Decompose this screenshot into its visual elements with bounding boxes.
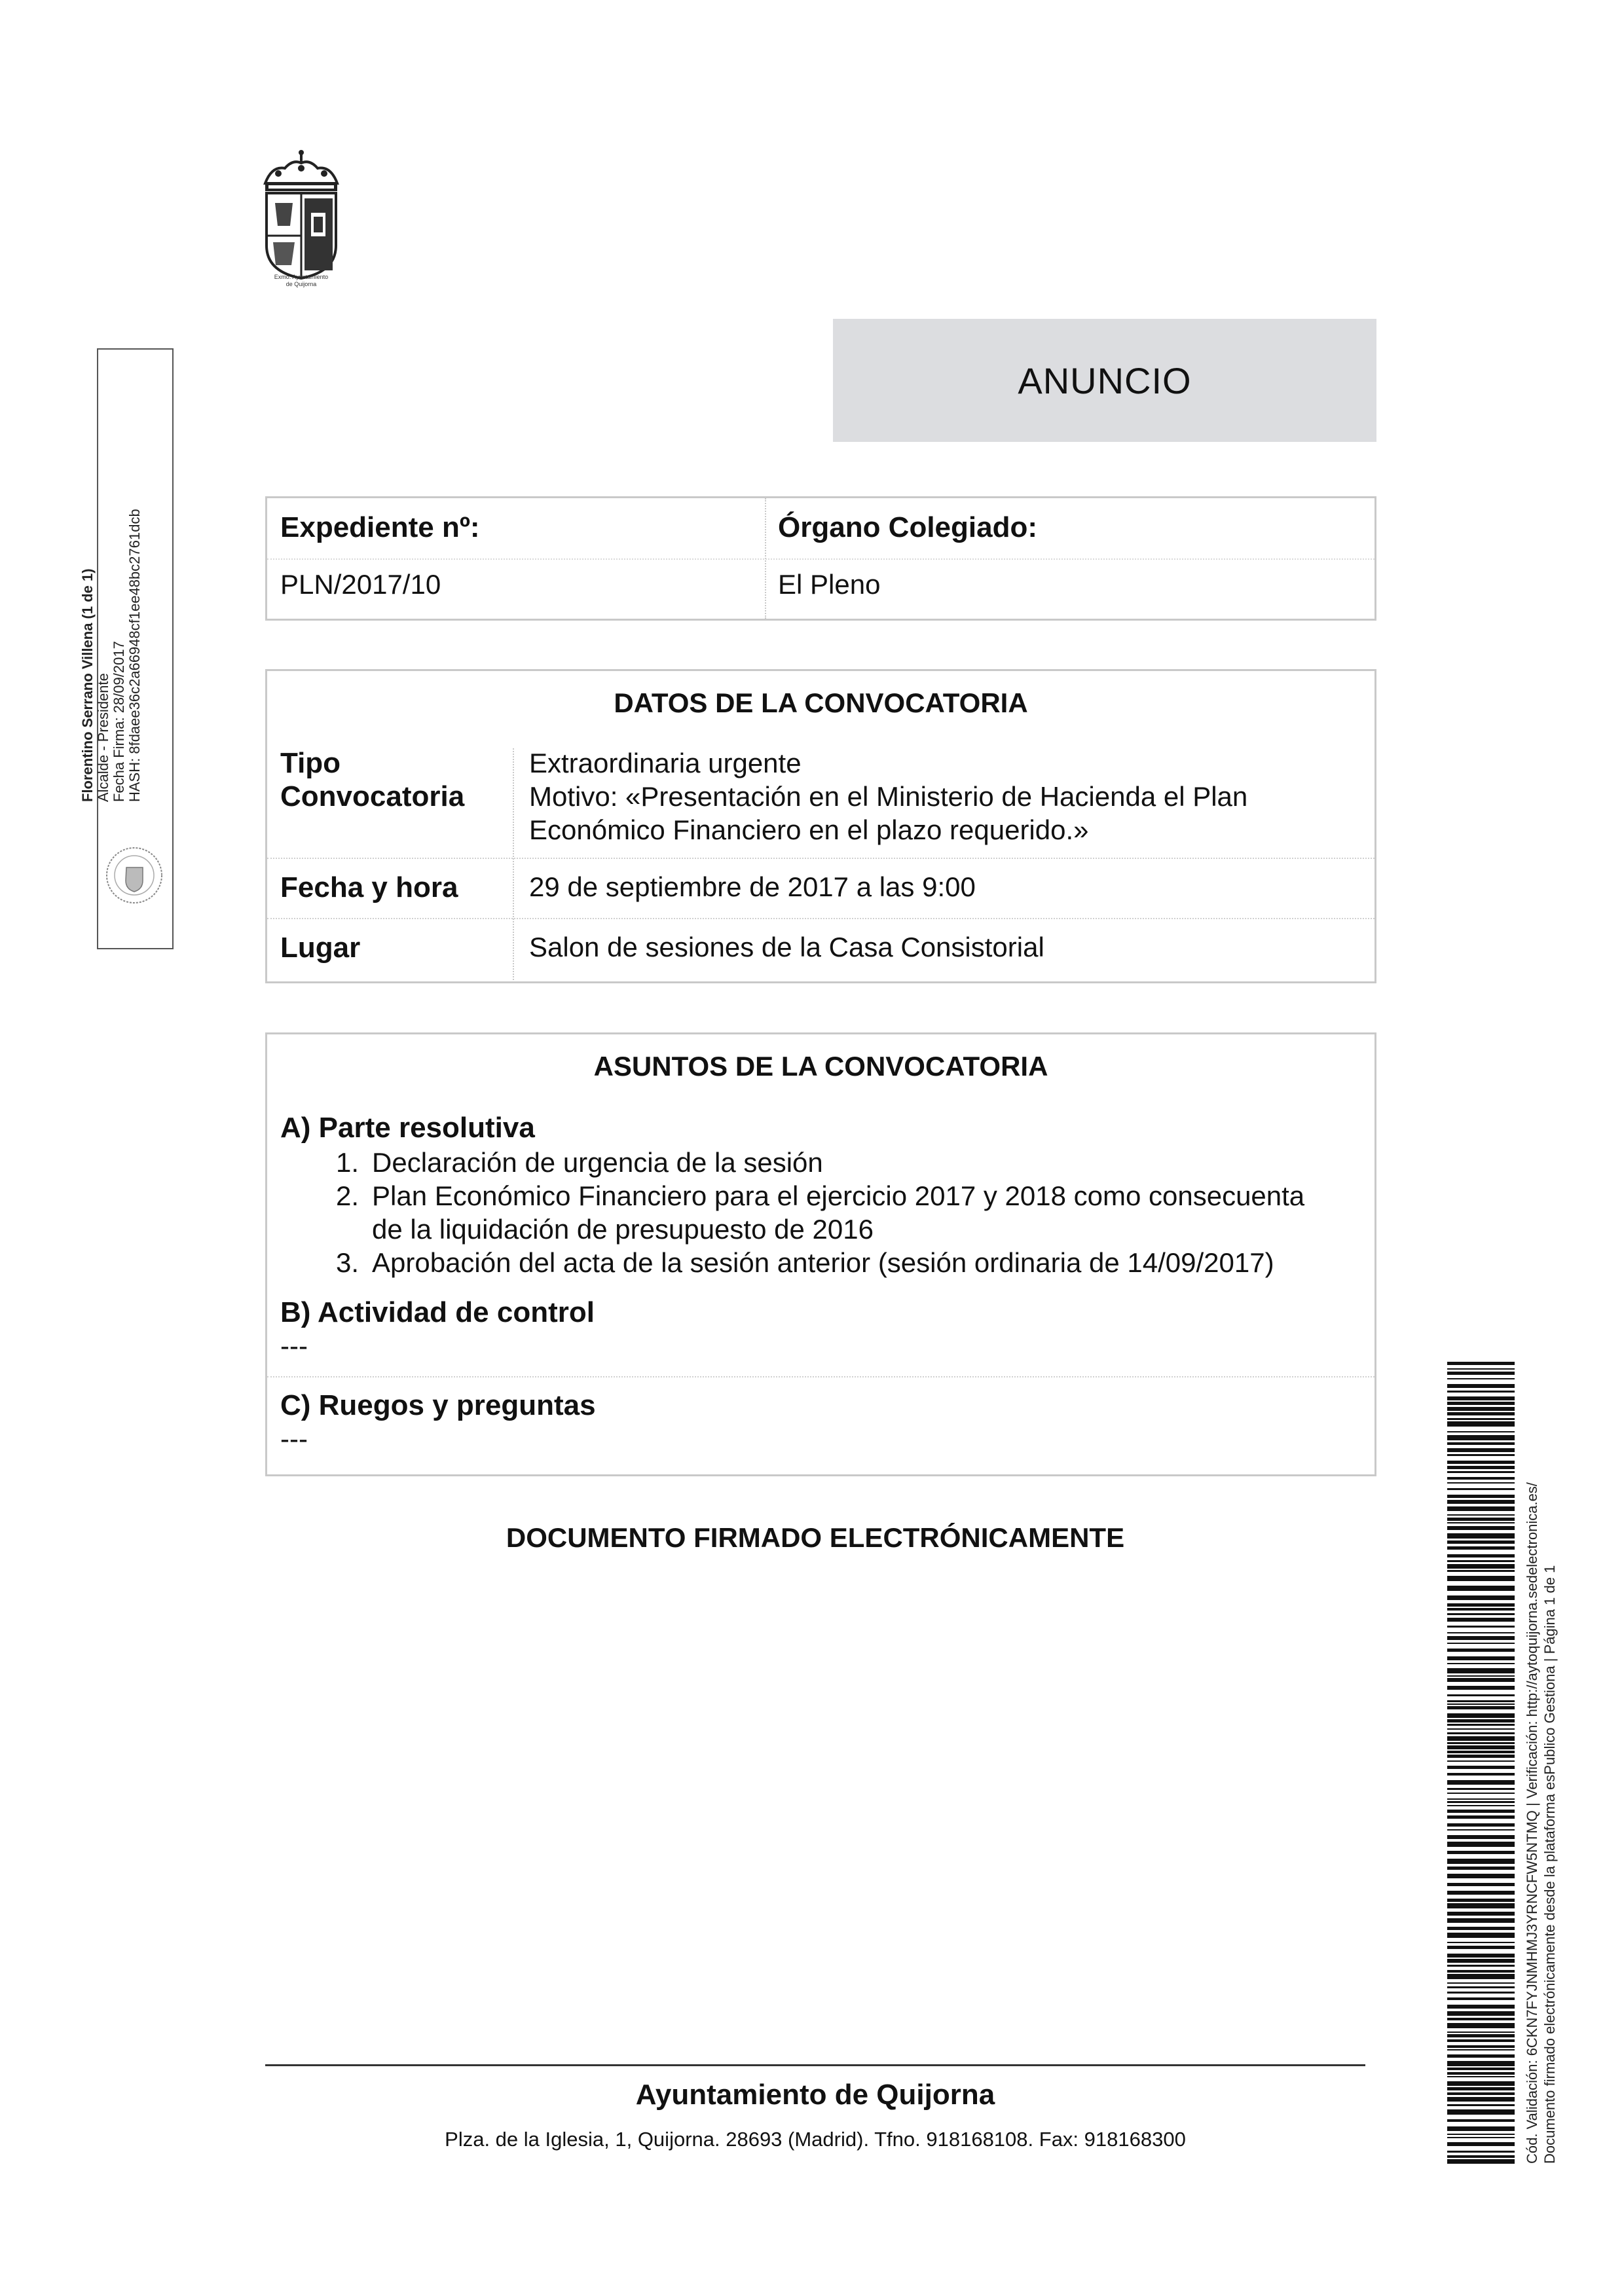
barcode-bar [1447, 1745, 1515, 1749]
expediente-label: Expediente nº: [280, 511, 480, 543]
barcode-bar [1447, 1959, 1515, 1963]
tipo-value-block [529, 746, 1247, 847]
barcode-bar [1447, 1986, 1515, 1988]
barcode-bar [1447, 1992, 1515, 1994]
footer-address: Plza. de la Iglesia, 1, Quijorna. 28693 (Madrid). Tfno. 918168108. Fax: 918168300 [445, 2128, 1186, 2151]
validation-platform: Documento firmado electrónicamente desde la plataforma esPublico Gestiona | Página 1 de 1 [1541, 1565, 1558, 2164]
list-item: 2. Plan Económico Financiero para el ejercicio 2017 y 2018 como consecuenta de la liquidación de presupuesto de 2016 [336, 1180, 1305, 1245]
barcode-bar [1447, 1391, 1515, 1393]
barcode-bar [1447, 2119, 1515, 2122]
barcode-bar [1447, 1643, 1515, 1644]
barcode-bar [1447, 1810, 1515, 1813]
barcode-bar [1447, 1518, 1515, 1521]
barcode-bar [1447, 2005, 1515, 2009]
barcode-bar [1447, 1448, 1515, 1452]
section-a-heading: A) Parte resolutiva [280, 1112, 535, 1144]
barcode-bar [1447, 1608, 1515, 1611]
barcode-bar [1447, 1694, 1515, 1696]
asuntos-convocatoria-table [265, 1032, 1376, 1476]
barcode-bar [1447, 1874, 1515, 1878]
barcode-bar [1447, 1899, 1515, 1902]
barcode-bar [1447, 2092, 1515, 2095]
barcode-bar [1447, 1728, 1515, 1730]
barcode-bar [1447, 1595, 1515, 1600]
barcode-bar [1447, 2109, 1515, 2115]
barcode-bar [1447, 2049, 1515, 2050]
barcode-bar [1447, 2054, 1515, 2058]
tipo-label-line1: Tipo [280, 747, 341, 779]
tipo-label [280, 746, 464, 813]
barcode-bar [1447, 2104, 1515, 2106]
barcode-bar [1447, 1632, 1515, 1633]
signer-name: Florentino Serrano Villena (1 de 1) [79, 568, 96, 802]
banner-title: ANUNCIO [1018, 359, 1192, 401]
barcode-bar [1447, 1829, 1515, 1831]
barcode-bar [1447, 2126, 1515, 2131]
barcode-bar [1447, 1435, 1515, 1440]
barcode-bar [1447, 2151, 1515, 2153]
barcode-bar [1447, 1603, 1515, 1607]
barcode-bar [1447, 2087, 1515, 2090]
barcode-bar [1447, 1842, 1515, 1847]
barcode-bar [1447, 2097, 1515, 2102]
barcode-bar [1447, 1421, 1515, 1427]
asuntos-title: ASUNTOS DE LA CONVOCATORIA [593, 1051, 1048, 1082]
signer-role: Alcalde - Presidente [95, 673, 111, 802]
organo-label: Órgano Colegiado: [778, 511, 1037, 543]
barcode-bar [1447, 1851, 1515, 1854]
barcode-bar [1447, 1649, 1515, 1652]
barcode-bar [1447, 1982, 1515, 1984]
organo-value: El Pleno [778, 569, 881, 600]
barcode-bar [1447, 2032, 1515, 2033]
barcode-bar [1447, 1506, 1515, 1511]
barcode-bar [1447, 1675, 1515, 1677]
barcode-bar [1447, 2134, 1515, 2135]
barcode-bar [1447, 1618, 1515, 1622]
barcode-bar [1447, 2039, 1515, 2042]
barcode-bar [1447, 2061, 1515, 2066]
barcode-bar [1447, 2076, 1515, 2077]
barcode-bar [1447, 1933, 1515, 1938]
barcode-bar [1447, 1883, 1515, 1886]
barcode-bar [1447, 1396, 1515, 1400]
footer-divider [265, 2064, 1365, 2066]
barcode-bar [1447, 1613, 1515, 1615]
barcode-bar [1447, 2034, 1515, 2037]
barcode-bar [1447, 1570, 1515, 1572]
barcode-bar [1447, 1954, 1515, 1958]
barcode-bar [1447, 2018, 1515, 2020]
barcode-bar [1447, 1732, 1515, 1734]
barcode-bar [1447, 1466, 1515, 1469]
barcode-bar [1447, 1835, 1515, 1839]
barcode-bar [1447, 1805, 1515, 1806]
barcode-bar [1447, 1997, 1515, 2000]
barcode-bar [1447, 1724, 1515, 1726]
barcode-bar [1447, 1751, 1515, 1753]
barcode-bar [1447, 1704, 1515, 1705]
barcode-bar [1447, 1927, 1515, 1930]
barcode-bar [1447, 1815, 1515, 1819]
barcode-bar [1447, 1773, 1515, 1776]
datos-convocatoria-table [265, 669, 1376, 983]
barcode-bar [1447, 1780, 1515, 1785]
barcode-bar [1447, 1412, 1515, 1415]
barcode-bar [1447, 1760, 1515, 1762]
barcode-bar [1447, 1477, 1515, 1480]
barcode-bar [1447, 1546, 1515, 1550]
barcode-bar [1447, 2081, 1515, 2086]
section-c-heading: C) Ruegos y preguntas [280, 1389, 596, 1421]
barcode-bar [1447, 1488, 1515, 1490]
barcode-bar [1447, 1903, 1515, 1908]
barcode-bar [1447, 1378, 1515, 1379]
barcode-bar [1447, 1867, 1515, 1870]
barcode-bar [1447, 1823, 1515, 1827]
barcode-bar [1447, 1522, 1515, 1523]
barcode-bar [1447, 1788, 1515, 1790]
barcode-bar [1447, 1442, 1515, 1445]
barcode-bar [1447, 1626, 1515, 1628]
section-b-value: --- [280, 1330, 308, 1361]
barcode-bar [1447, 2137, 1515, 2138]
barcode-bar [1447, 2155, 1515, 2158]
validation-code: Cód. Validación: 6CKN7FYJNMHMJ3YRNCFW5NTMQ | Verificación: http://aytoquijorna.sedelectronica.es/ [1524, 1482, 1540, 2164]
barcode-bar [1447, 1678, 1515, 1682]
barcode-bar [1447, 2072, 1515, 2075]
barcode-bar [1447, 1891, 1515, 1895]
barcode-bar [1447, 1402, 1515, 1405]
lugar-value: Salon de sesiones de la Casa Consistorial [529, 932, 1044, 962]
barcode-bar [1447, 1471, 1515, 1473]
barcode-bar [1447, 1706, 1515, 1709]
barcode-bar [1447, 1766, 1515, 1769]
barcode-bar [1447, 1974, 1515, 1979]
barcode-bar [1447, 1686, 1515, 1690]
barcode-bar [1447, 1912, 1515, 1916]
barcode-bar [1447, 1713, 1515, 1718]
lugar-label: Lugar [280, 932, 361, 964]
logo-caption [249, 274, 354, 288]
barcode-bar [1447, 1742, 1515, 1744]
signature-stamp-text [80, 344, 158, 802]
datos-title: DATOS DE LA CONVOCATORIA [614, 687, 1028, 718]
validation-barcode [1447, 1362, 1515, 2164]
barcode-bar [1447, 1495, 1515, 1498]
barcode-bar [1447, 1668, 1515, 1673]
fecha-value: 29 de septiembre de 2017 a las 9:00 [529, 871, 976, 902]
barcode-bar [1447, 1418, 1515, 1420]
barcode-bar [1447, 1801, 1515, 1803]
signed-electronically-notice: DOCUMENTO FIRMADO ELECTRÓNICAMENTE [506, 1522, 1125, 1553]
barcode-bar [1447, 2068, 1515, 2070]
barcode-bar [1447, 1461, 1515, 1464]
barcode-bar [1447, 1554, 1515, 1558]
official-seal-icon [103, 845, 166, 907]
barcode-bar [1447, 1500, 1515, 1504]
tipo-label-line2: Convocatoria [280, 780, 465, 812]
barcode-bar [1447, 1965, 1515, 1967]
barcode-bar [1447, 1700, 1515, 1702]
barcode-bar [1447, 1482, 1515, 1484]
announcement-banner [833, 319, 1376, 442]
logo-caption-line1: Exmo. Ayuntamiento [274, 274, 329, 280]
barcode-bar [1447, 1384, 1515, 1388]
barcode-bar [1447, 1859, 1515, 1864]
barcode-bar [1447, 2142, 1515, 2146]
asuntos-list [336, 1146, 1357, 1279]
barcode-bar [1447, 1918, 1515, 1923]
barcode-bar [1447, 1798, 1515, 1800]
motivo-line2: Económico Financiero en el plazo requerido.» [529, 814, 1089, 845]
barcode-bar [1447, 2011, 1515, 2016]
barcode-bar [1447, 1586, 1515, 1591]
section-c-value: --- [280, 1423, 308, 1454]
barcode-bar [1447, 2023, 1515, 2028]
expediente-value: PLN/2017/10 [280, 569, 441, 600]
barcode-bar [1447, 1526, 1515, 1530]
list-item: 1. Declaración de urgencia de la sesión [336, 1147, 823, 1178]
tipo-value: Extraordinaria urgente [529, 748, 802, 778]
section-b-heading: B) Actividad de control [280, 1296, 595, 1328]
barcode-bar [1447, 1368, 1515, 1370]
barcode-bar [1447, 2159, 1515, 2164]
barcode-bar [1447, 1564, 1515, 1569]
barcode-bar [1447, 1970, 1515, 1973]
footer-organization: Ayuntamiento de Quijorna [635, 2079, 995, 2111]
list-item: 3. Aprobación del acta de la sesión anterior (sesión ordinaria de 14/09/2017) [336, 1247, 1274, 1278]
barcode-bar [1447, 1656, 1515, 1660]
signature-date: Fecha Firma: 28/09/2017 [111, 641, 127, 802]
barcode-bar [1447, 1719, 1515, 1722]
barcode-bar [1447, 1793, 1515, 1794]
barcode-bar [1447, 1946, 1515, 1949]
barcode-bar [1447, 1533, 1515, 1539]
barcode-bar [1447, 1942, 1515, 1943]
barcode-bar [1447, 1362, 1515, 1365]
barcode-bar [1447, 1576, 1515, 1581]
barcode-bar [1447, 1663, 1515, 1664]
fecha-label: Fecha y hora [280, 871, 458, 903]
barcode-bar [1447, 1514, 1515, 1516]
barcode-bar [1447, 1755, 1515, 1758]
barcode-bar [1447, 1407, 1515, 1411]
barcode-bar [1447, 1540, 1515, 1544]
validation-text [1523, 1444, 1569, 2164]
motivo-line1: Motivo: «Presentación en el Ministerio de Hacienda el Plan [529, 781, 1248, 812]
barcode-bar [1447, 1736, 1515, 1741]
barcode-bar [1447, 1372, 1515, 1375]
barcode-bar [1447, 2045, 1515, 2048]
expediente-table [265, 496, 1376, 621]
signature-hash: HASH: 8fdaee36c2a66948cf1ee48bc2761dcb [126, 509, 143, 802]
barcode-bar [1447, 1560, 1515, 1562]
barcode-bar [1447, 1431, 1515, 1432]
logo-caption-line2: de Quijorna [286, 281, 317, 287]
barcode-bar [1447, 1636, 1515, 1640]
barcode-bar [1447, 1454, 1515, 1456]
